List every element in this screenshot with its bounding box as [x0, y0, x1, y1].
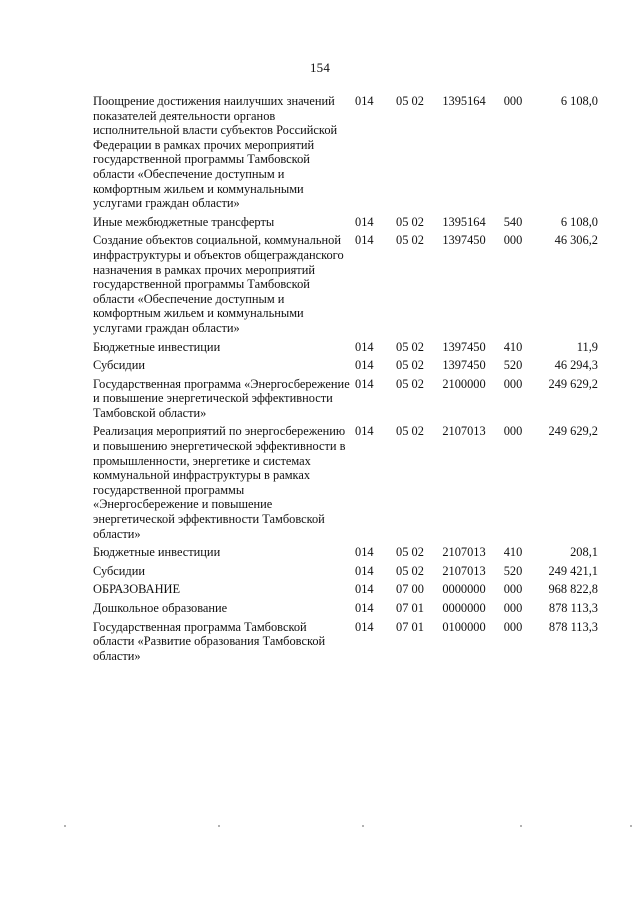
row-expense-type: 540: [503, 214, 523, 229]
row-section: 05 02: [396, 233, 424, 248]
table-row: [93, 377, 598, 421]
row-amount: 6 108,0: [560, 94, 598, 108]
row-ved: 014: [355, 358, 374, 373]
row-expense-type: 000: [503, 94, 523, 108]
row-name: Создание объектов социальной, коммунальной инфраструктуры и объектов общегражданского назначения в рамках прочих мероприятий государственной программы Тамбовской области «Обеспечение доступным и комфортным жильем и коммунальными услугами граждан области»: [93, 233, 344, 335]
row-ved: 014: [355, 619, 374, 634]
row-target-code: 2107013: [442, 545, 486, 560]
row-amount: 6 108,0: [560, 214, 598, 229]
row-name: Государственная программа Тамбовской области «Развитие образования Тамбовской области»: [93, 619, 326, 663]
row-name: Субсидии: [93, 563, 145, 578]
row-section: 05 02: [396, 339, 424, 354]
row-ved: 014: [355, 376, 374, 391]
table-row: [93, 340, 598, 355]
budget-table: [93, 94, 598, 667]
row-section: 05 02: [396, 545, 424, 560]
row-target-code: 1395164: [442, 94, 486, 108]
row-name: Субсидии: [93, 358, 145, 373]
row-expense-type: 000: [503, 233, 523, 248]
row-section: 05 02: [396, 424, 424, 439]
row-ved: 014: [355, 424, 374, 439]
row-section: 05 02: [396, 376, 424, 391]
row-ved: 014: [355, 339, 374, 354]
row-expense-type: 000: [503, 582, 523, 597]
row-target-code: 2107013: [442, 424, 486, 439]
scan-specks: [0, 825, 640, 829]
row-target-code: 2107013: [442, 563, 486, 578]
row-section: 07 01: [396, 601, 424, 615]
row-expense-type: 000: [503, 424, 523, 439]
row-amount: 46 294,3: [554, 358, 598, 373]
row-expense-type: 410: [503, 339, 523, 354]
row-section: 07 00: [396, 582, 424, 597]
scan-speck: [362, 825, 364, 827]
table-row: [93, 358, 598, 373]
table-row: [93, 582, 598, 597]
row-name: Дошкольное образование: [93, 601, 228, 615]
table-row: [93, 601, 598, 616]
scan-speck: [520, 825, 522, 827]
row-ved: 014: [355, 214, 374, 229]
row-amount: 878 113,3: [548, 619, 598, 634]
row-expense-type: 520: [503, 358, 523, 373]
row-section: 05 02: [396, 563, 424, 578]
row-ved: 014: [355, 545, 374, 560]
row-expense-type: 410: [503, 545, 523, 560]
scan-speck: [218, 825, 220, 827]
row-amount: 208,1: [570, 545, 598, 560]
row-target-code: 2100000: [442, 376, 486, 391]
row-amount: 878 113,3: [548, 601, 598, 615]
row-target-code: 1395164: [442, 214, 486, 229]
row-section: 05 02: [396, 358, 424, 373]
row-target-code: 1397450: [442, 233, 486, 248]
row-name: Бюджетные инвестиции: [93, 339, 221, 354]
table-row: [93, 424, 598, 541]
row-ved: 014: [355, 233, 374, 248]
row-target-code: 0100000: [442, 619, 486, 634]
row-amount: 249 629,2: [548, 424, 598, 439]
table-row: [93, 215, 598, 230]
table-row: [93, 94, 598, 211]
row-name: Государственная программа «Энергосбережение и повышение энергетической эффективности Тамбовской области»: [93, 376, 350, 420]
row-name: Реализация мероприятий по энергосбережению и повышению энергетической эффективности в промышленности, энергетике и системах коммунальной инфраструктуры в рамках государственной программы «Энергосбережение и повышение энергетической эффективности Тамбовской области»: [93, 424, 346, 541]
table-row: [93, 620, 598, 664]
row-name: Иные межбюджетные трансферты: [93, 214, 275, 229]
row-amount: 968 822,8: [548, 582, 598, 597]
row-name: Бюджетные инвестиции: [93, 545, 221, 560]
row-amount: 11,9: [576, 339, 598, 354]
row-expense-type: 000: [503, 376, 523, 391]
row-target-code: 1397450: [442, 339, 486, 354]
row-expense-type: 000: [503, 619, 523, 634]
row-amount: 249 629,2: [548, 376, 598, 391]
scan-speck: [64, 825, 66, 827]
row-section: 07 01: [396, 619, 424, 634]
row-target-code: 1397450: [442, 358, 486, 373]
table-row: [93, 564, 598, 579]
row-ved: 014: [355, 563, 374, 578]
row-name: ОБРАЗОВАНИЕ: [93, 582, 181, 597]
page-number: 154: [309, 60, 331, 75]
scan-speck: [630, 825, 632, 827]
row-ved: 014: [355, 601, 374, 615]
row-expense-type: 520: [503, 563, 523, 578]
row-name: Поощрение достижения наилучших значений показателей деятельности органов исполнительной власти субъектов Российской Федерации в рамках прочих мероприятий государственной программы Тамбовской области «Обеспечение доступным и комфортным жильем и коммунальными услугами граждан области»: [93, 94, 338, 211]
row-expense-type: 000: [503, 601, 523, 615]
row-amount: 249 421,1: [548, 563, 598, 578]
row-ved: 014: [355, 94, 374, 108]
table-row: [93, 233, 598, 335]
row-section: 05 02: [396, 94, 424, 108]
table-row: [93, 545, 598, 560]
row-ved: 014: [355, 582, 374, 597]
row-section: 05 02: [396, 214, 424, 229]
row-target-code: 0000000: [442, 582, 486, 597]
row-amount: 46 306,2: [554, 233, 598, 248]
row-target-code: 0000000: [442, 601, 486, 615]
